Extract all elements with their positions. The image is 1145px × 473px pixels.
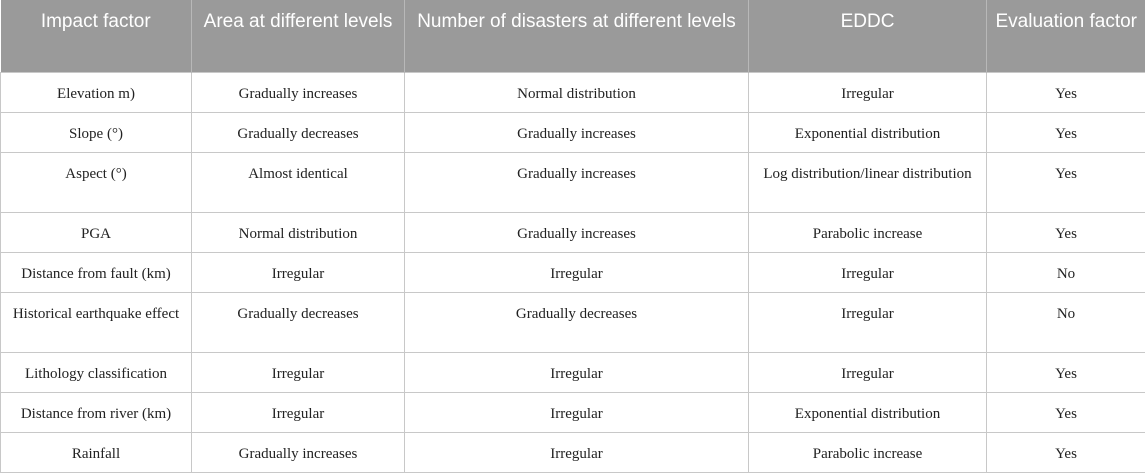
cell-evaluation: Yes	[987, 212, 1145, 252]
cell-disasters: Gradually increases	[405, 152, 749, 212]
cell-area: Irregular	[192, 252, 405, 292]
header-area-levels: Area at different levels	[192, 0, 405, 72]
cell-area: Normal distribution	[192, 212, 405, 252]
cell-disasters: Irregular	[405, 352, 749, 392]
cell-eddc: Parabolic increase	[749, 432, 987, 472]
cell-eddc: Exponential distribution	[749, 392, 987, 432]
cell-area: Irregular	[192, 392, 405, 432]
table-row	[1, 112, 1145, 152]
cell-area: Almost identical	[192, 152, 405, 212]
cell-impact-factor: Elevation m)	[1, 72, 192, 112]
header-disaster-count: Number of disasters at different levels	[405, 0, 749, 72]
cell-disasters: Irregular	[405, 252, 749, 292]
cell-eddc: Irregular	[749, 292, 987, 352]
table-row	[1, 352, 1145, 392]
cell-area: Irregular	[192, 352, 405, 392]
cell-disasters: Irregular	[405, 392, 749, 432]
cell-eddc: Log distribution/linear distribution	[749, 152, 987, 212]
cell-impact-factor: Lithology classification	[1, 352, 192, 392]
cell-evaluation: Yes	[987, 352, 1145, 392]
table-row	[1, 292, 1145, 352]
cell-impact-factor: PGA	[1, 212, 192, 252]
cell-evaluation: Yes	[987, 112, 1145, 152]
table-row	[1, 392, 1145, 432]
cell-area: Gradually decreases	[192, 292, 405, 352]
header-evaluation-factor: Evaluation factor	[987, 0, 1145, 72]
header-impact-factor: Impact factor	[1, 0, 192, 72]
cell-evaluation: No	[987, 292, 1145, 352]
cell-evaluation: Yes	[987, 392, 1145, 432]
cell-impact-factor: Aspect (°)	[1, 152, 192, 212]
table-row	[1, 72, 1145, 112]
cell-area: Gradually increases	[192, 432, 405, 472]
table-header-row	[1, 0, 1145, 72]
table-row	[1, 152, 1145, 212]
cell-evaluation: Yes	[987, 152, 1145, 212]
cell-disasters: Normal distribution	[405, 72, 749, 112]
cell-evaluation: Yes	[987, 432, 1145, 472]
cell-eddc: Irregular	[749, 352, 987, 392]
cell-disasters: Irregular	[405, 432, 749, 472]
table-row	[1, 212, 1145, 252]
table-row	[1, 432, 1145, 472]
header-eddc: EDDC	[749, 0, 987, 72]
cell-impact-factor: Rainfall	[1, 432, 192, 472]
cell-eddc: Irregular	[749, 252, 987, 292]
cell-eddc: Irregular	[749, 72, 987, 112]
cell-impact-factor: Distance from river (km)	[1, 392, 192, 432]
cell-evaluation: No	[987, 252, 1145, 292]
cell-impact-factor: Historical earthquake effect	[1, 292, 192, 352]
cell-impact-factor: Distance from fault (km)	[1, 252, 192, 292]
cell-area: Gradually decreases	[192, 112, 405, 152]
cell-disasters: Gradually increases	[405, 212, 749, 252]
cell-eddc: Exponential distribution	[749, 112, 987, 152]
cell-area: Gradually increases	[192, 72, 405, 112]
cell-impact-factor: Slope (°)	[1, 112, 192, 152]
cell-eddc: Parabolic increase	[749, 212, 987, 252]
cell-disasters: Gradually decreases	[405, 292, 749, 352]
cell-evaluation: Yes	[987, 72, 1145, 112]
table-row	[1, 252, 1145, 292]
cell-disasters: Gradually increases	[405, 112, 749, 152]
